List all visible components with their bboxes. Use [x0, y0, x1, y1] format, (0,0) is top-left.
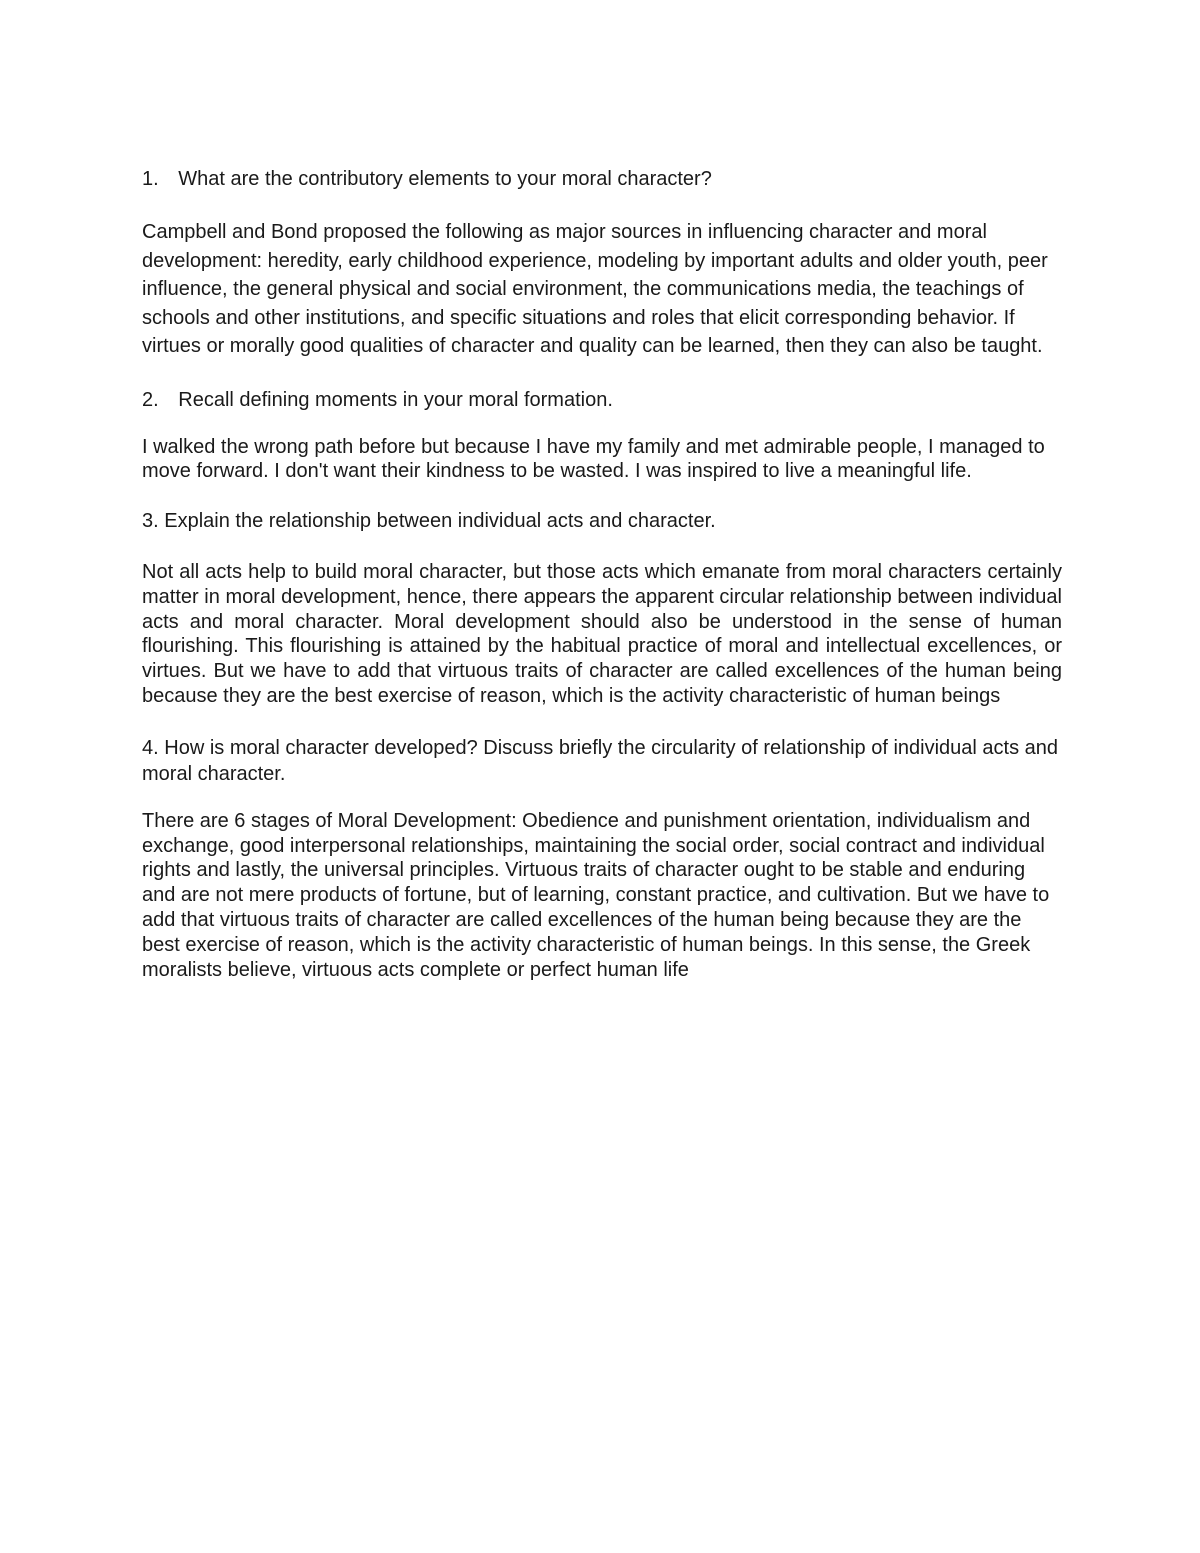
question-number: 4. — [142, 736, 159, 759]
question-4 — [142, 735, 1062, 787]
answer-2: I walked the wrong path before but because I have my family and met admirable people, I managed to move forward. I don't want their kindness to be wasted. I was inspired to live a meaningful life. — [142, 435, 1045, 483]
question-number: 2. — [142, 388, 159, 411]
answer-1: Campbell and Bond proposed the following as major sources in influencing character and moral development: heredity, early childhood experience, modeling by important adults and older youth, peer influence, the general physical and social environment, the communications media, the teachings of schools and other institutions, and specific situations and roles that elicit corresponding behavior. If virtues or morally good qualities of character and quality can be learned, then they can also be taught. — [142, 221, 1048, 358]
question-text: How is moral character developed? Discuss briefly the circularity of relationship of individual acts and moral character. — [142, 736, 1058, 785]
question-number: 1. — [142, 168, 159, 190]
question-text: Explain the relationship between individual acts and character. — [164, 509, 716, 532]
question-1 — [142, 166, 1062, 192]
question-number: 3. — [142, 509, 159, 532]
answer-3: Not all acts help to build moral character, but those acts which emanate from moral characters certainly matter in moral development, hence, there appears the apparent circular relationship between individual acts and moral character. Moral development should also be understood in the sense of human flourishing. This flourishing is attained by the habitual practice of moral and intellectual excellences, or virtues. But we have to add that virtuous traits of character are called excellences of the human being because they are the best exercise of reason, which is the activity characteristic of human beings — [142, 560, 1062, 707]
question-text: What are the contributory elements to your moral character? — [178, 168, 712, 190]
question-3 — [142, 508, 1062, 534]
question-2 — [142, 387, 1062, 413]
question-text: Recall defining moments in your moral formation. — [178, 388, 613, 411]
document-body — [142, 166, 1062, 1008]
answer-4: There are 6 stages of Moral Development: Obedience and punishment orientation, individualism and exchange, good interpersonal relationships, maintaining the social order, social contract and individual rights and lastly, the universal principles. Virtuous traits of character ought to be stable and enduring and are not mere products of fortune, but of learning, constant practice, and cultivation. But we have to add that virtuous traits of character are called excellences of the human being because they are the best exercise of reason, which is the activity characteristic of human beings. In this sense, the Greek moralists believe, virtuous acts complete or perfect human life — [142, 809, 1050, 981]
